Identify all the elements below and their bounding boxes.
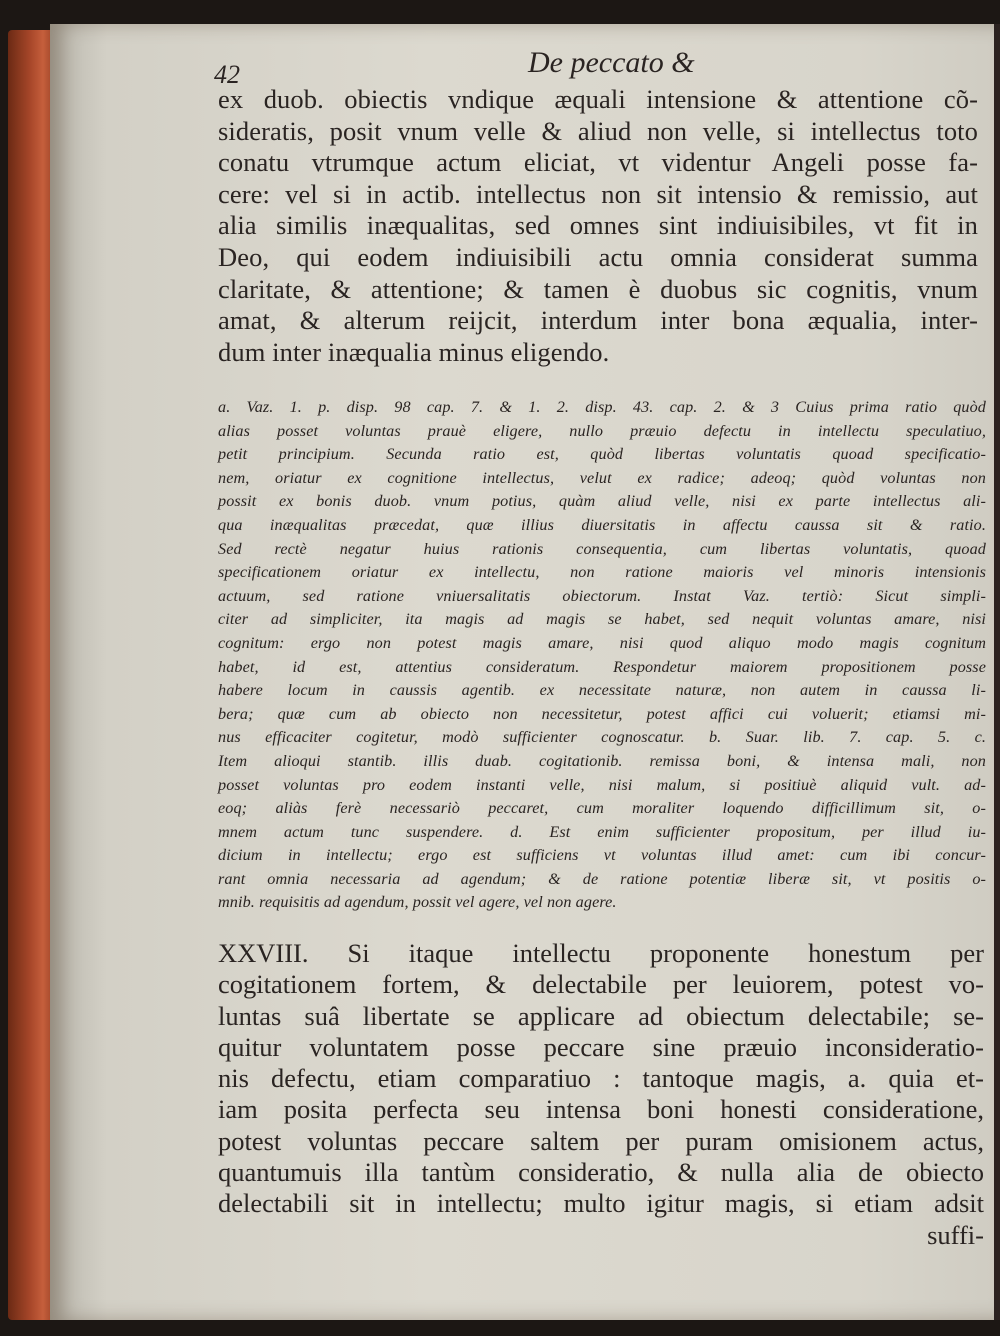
- note-line: a. Vaz. 1. p. disp. 98 cap. 7. & 1. 2. disp. 43. cap. 2. & 3 Cuius prima ratio quòd: [218, 398, 986, 416]
- text-line: quantumuis illa tantùm consideratio, & nulla alia de obiecto: [218, 1157, 984, 1188]
- page-edge-shadow: [994, 24, 1000, 1320]
- note-line: petit principium. Secunda ratio est, quòd libertas voluntatis quoad specificatio-: [218, 445, 986, 464]
- text-line: amat, & alterum reijcit, interdum inter bona æqualia, inter-: [218, 305, 978, 336]
- text-line: alia similis inæqualitas, sed omnes sint indiuisibiles, vt fit in: [218, 210, 978, 241]
- text-line: quitur voluntatem posse peccare sine præuio inconsideratio-: [218, 1031, 984, 1062]
- note-line: nus efficaciter cogitetur, modò sufficienter cognoscatur. b. Suar. lib. 7. cap. 5. c.: [218, 728, 986, 747]
- note-line: possit ex bonis duob. vnum potius, quàm aliud velle, nisi ex parte intellectus ali-: [218, 492, 986, 511]
- text-line: iam posita perfecta seu intensa boni honesti consideratione,: [218, 1094, 984, 1125]
- note-line: eoq; aliàs ferè necessariò peccaret, cum moraliter loquendo difficillimum sit, o-: [218, 799, 986, 818]
- text-line: dum inter inæqualia minus eligendo.: [218, 336, 610, 367]
- text-line: Deo, qui eodem indiuisibili actu omnia considerat summa: [218, 241, 978, 272]
- note-line: qua inæqualitas præcedat, quæ illius diuersitatis in affectu caussa sit & ratio.: [218, 515, 986, 534]
- text-line: cogitationem fortem, & delectabile per leuiorem, potest vo-: [218, 969, 984, 1000]
- page-number: 42: [214, 60, 240, 89]
- note-line: Sed rectè negatur huius rationis consequentia, cum libertas voluntatis, quoad: [218, 539, 986, 558]
- note-line: dicium in intellectu; ergo est sufficiens vt voluntas illud amet: cum ibi concur-: [218, 846, 986, 865]
- section-text-block: [218, 938, 984, 1251]
- note-line: rant omnia necessaria ad agendum; & de ratione potentiæ liberæ sit, vt positis o-: [218, 869, 986, 888]
- section-heading-line: XXVIII. Si itaque intellectu proponente honestum per: [218, 938, 984, 968]
- note-line: bera; quæ cum ab obiecto non necessitetur, potest affici cui voluerit; etiamsi mi-: [218, 704, 986, 723]
- note-line: habet, id est, attentius consideratum. Respondetur maiorem propositionem posse: [218, 657, 986, 676]
- text-line: luntas suâ libertate se applicare ad obiectum delectabile; se-: [218, 1000, 984, 1031]
- note-line: posset voluntas pro eodem instanti velle, nisi malum, si positiuè aliquid vult. ad-: [218, 775, 986, 794]
- running-head: De peccato &: [528, 46, 695, 79]
- note-line: cognitum: ergo non potest magis amare, nisi quod aliquo modo magis cognitum: [218, 633, 986, 652]
- note-line: citer ad simpliciter, ita magis ad magis se habet, sed nequit voluntas amare, nisi: [218, 610, 986, 629]
- text-line: cere: vel si in actib. intellectus non sit intensio & remissio, aut: [218, 178, 978, 209]
- note-line: mnib. requisitis ad agendum, possit vel agere, vel non agere.: [218, 893, 617, 912]
- note-line: mnem actum tunc suspendere. d. Est enim sufficienter propositum, per illud iu-: [218, 822, 986, 841]
- main-text-block: [218, 84, 978, 368]
- note-line: alias posset voluntas prauè eligere, nullo præuio defectu in intellectu speculatiuo,: [218, 421, 986, 440]
- marginal-notes-block: [218, 396, 986, 915]
- text-line: delectabili sit in intellectu; multo igitur magis, si etiam adsit: [218, 1188, 984, 1219]
- book-page: [50, 24, 998, 1320]
- note-line: nem, oriatur ex cognitione intellectus, velut ex radice; adeoq; quòd voluntas non: [218, 468, 986, 487]
- text-line: sideratis, posit vnum velle & aliud non velle, si intellectus toto: [218, 115, 978, 146]
- text-line: ex duob. obiectis vndique æquali intensione & attentione cõ-: [218, 84, 978, 114]
- text-line: conatu vtrumque actum eliciat, vt videntur Angeli posse fa-: [218, 147, 978, 178]
- text-line: nis defectu, etiam comparatiuo : tantoque magis, a. quia et-: [218, 1063, 984, 1094]
- text-line: potest voluntas peccare saltem per puram omisionem actus,: [218, 1125, 984, 1156]
- text-line: claritate, & attentione; & tamen è duobus sic cognitis, vnum: [218, 273, 978, 304]
- note-line: actuum, sed ratione vniuersalitatis obiectorum. Instat Vaz. tertiò: Sicut simpli-: [218, 586, 986, 605]
- catchword: suffi-: [927, 1219, 984, 1250]
- note-line: habere locum in caussis agentib. ex necessitate naturæ, non autem in caussa li-: [218, 681, 986, 700]
- note-line: Item alioqui stantib. illis duab. cogitationib. remissa boni, & intensa mali, non: [218, 751, 986, 770]
- note-line: specificationem oriatur ex intellectu, non ratione maioris vel minoris intensionis: [218, 563, 986, 582]
